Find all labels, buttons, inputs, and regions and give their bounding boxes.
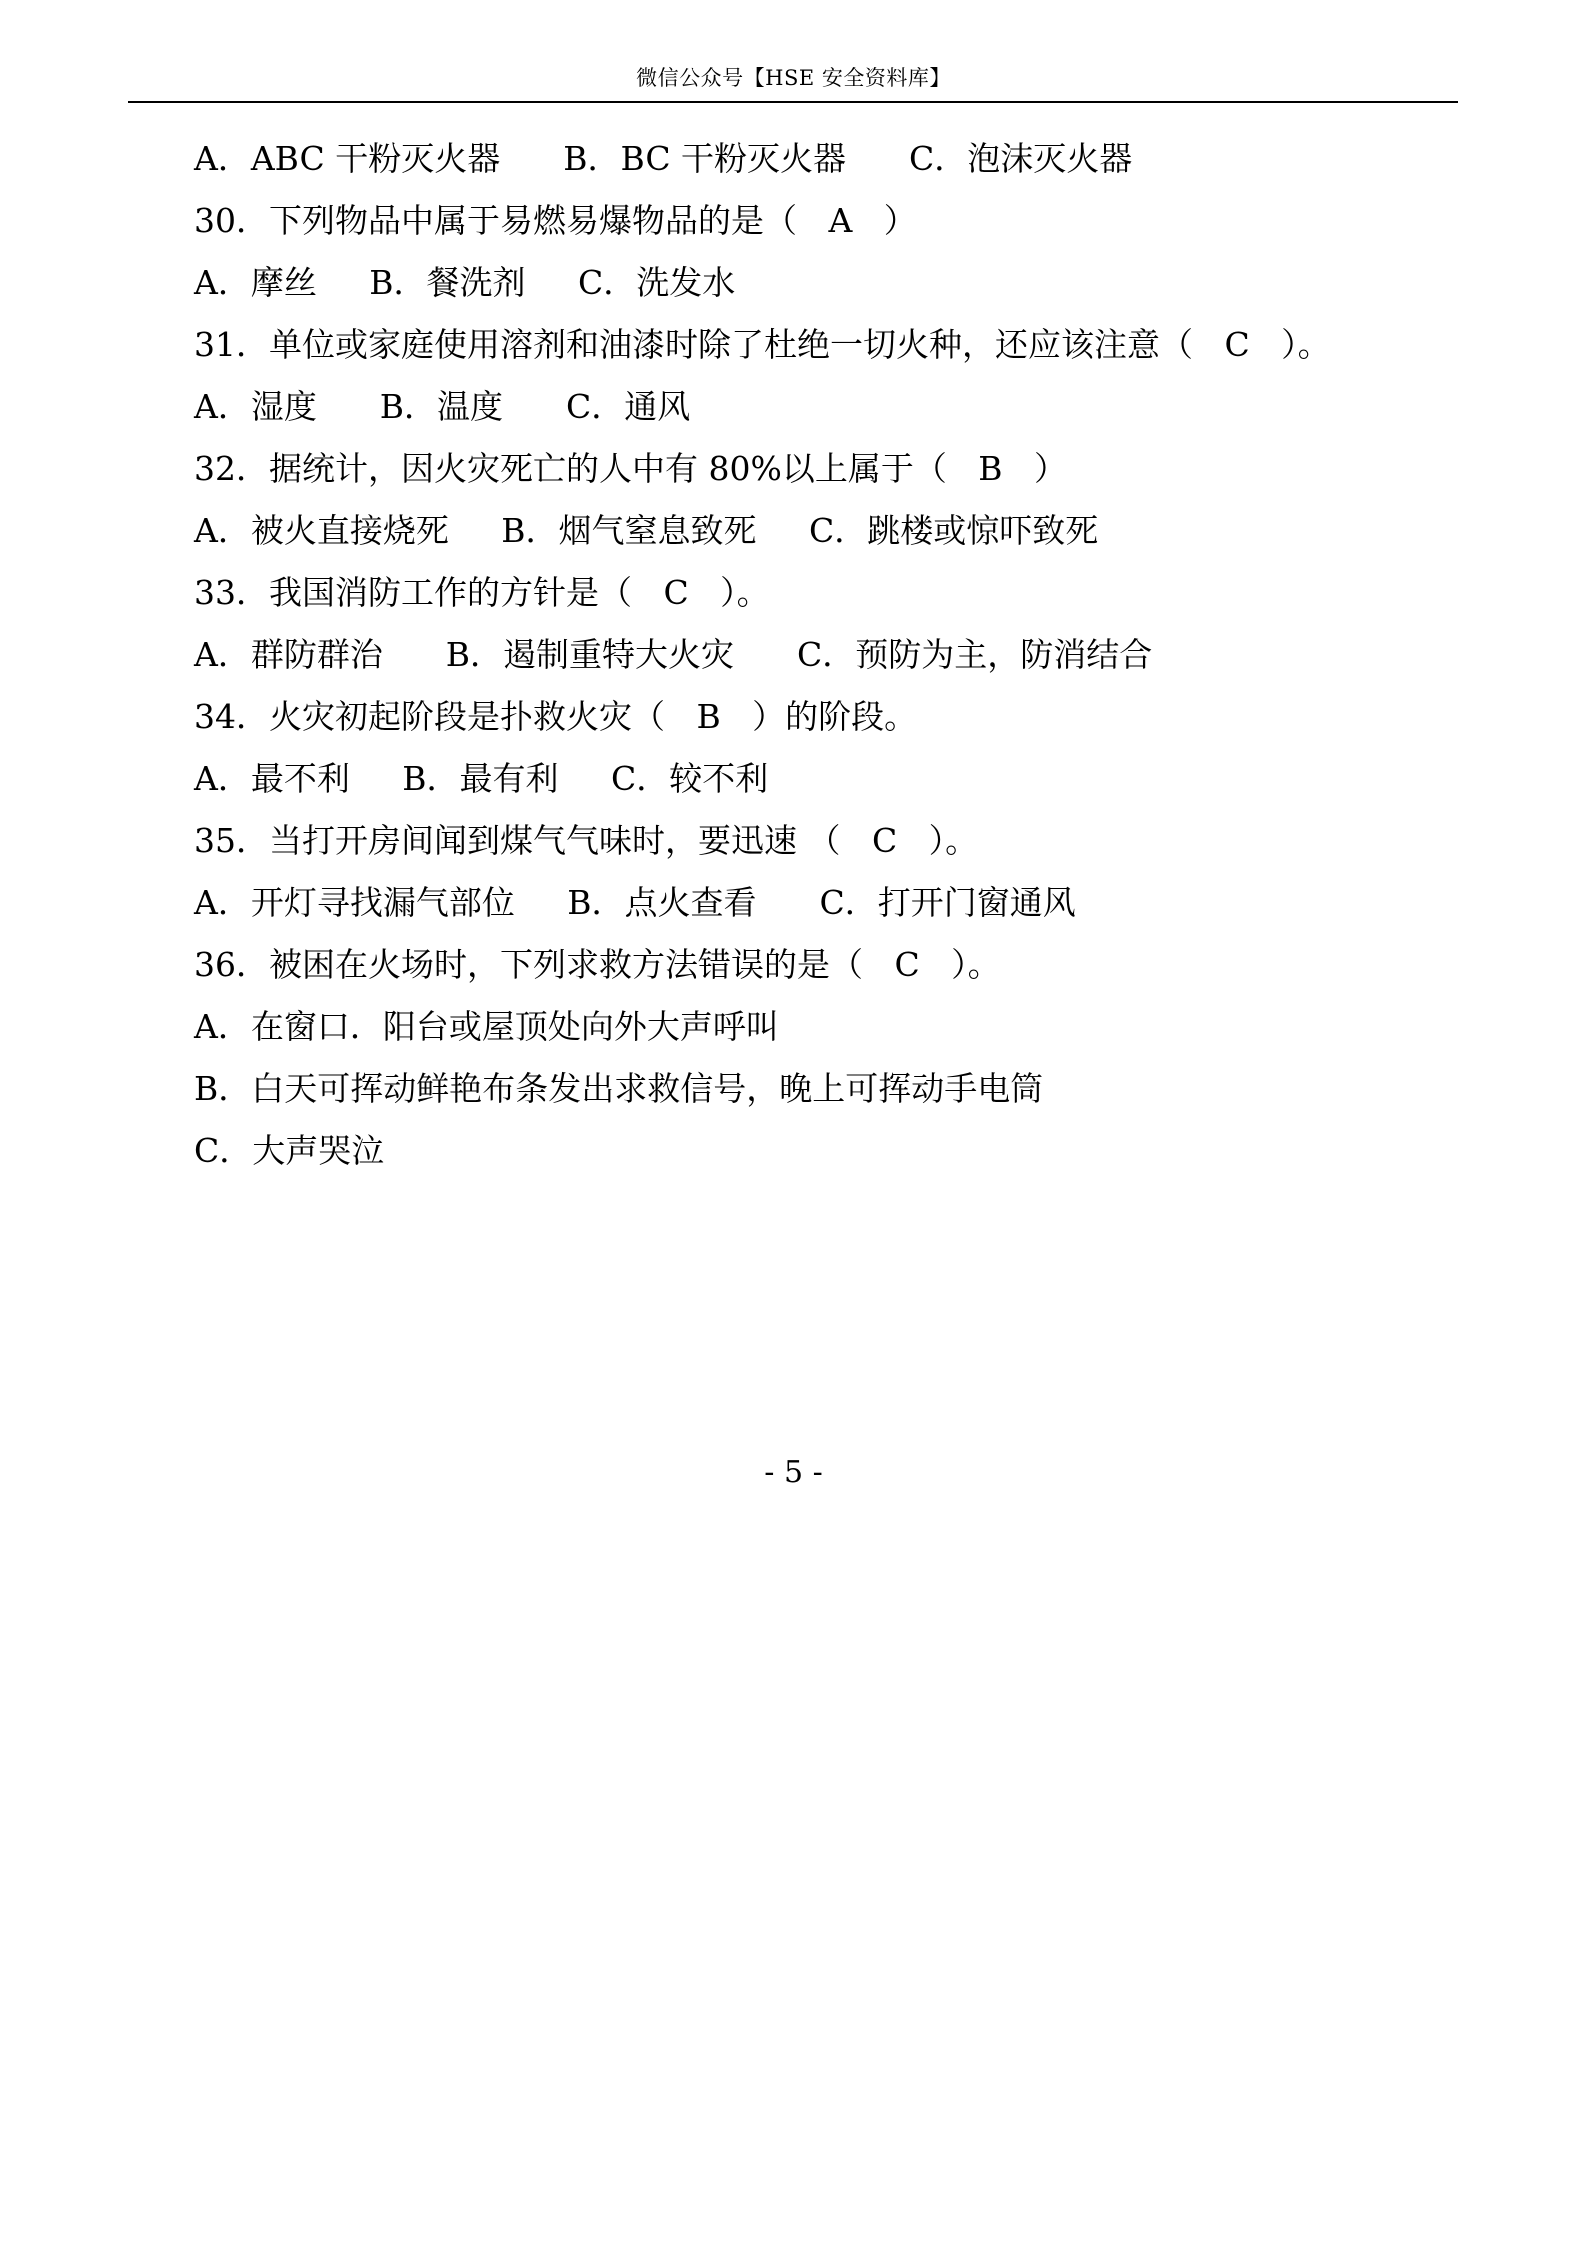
page-header-watermark: 微信公众号【HSE 安全资料库】 [636,66,951,90]
page-number: - 5 - [764,1455,823,1490]
question-block: 34．火灾初起阶段是扑救火灾（ B ）的阶段。 [194,697,918,736]
question-block: 33．我国消防工作的方针是（ C ）。 [194,573,770,612]
question-block: A．群防群治 B．遏制重特大火灾 C．预防为主，防消结合 [194,635,1153,674]
question-block: 31．单位或家庭使用溶剂和油漆时除了杜绝一切火种，还应该注意（ C ）。 [194,325,1331,364]
question-block: A．被火直接烧死 B．烟气窒息致死 C．跳楼或惊吓致死 [194,511,1099,550]
question-block: 32．据统计，因火灾死亡的人中有 80%以上属于（ B ） [194,449,1068,488]
question-block: A．在窗口．阳台或屋顶处向外大声呼叫 [194,1007,779,1046]
header-divider [128,101,1458,103]
question-block: A．开灯寻找漏气部位 B．点火查看 C．打开门窗通风 [194,883,1076,922]
question-block: 36．被困在火场时，下列求救方法错误的是（ C ）。 [194,945,1001,984]
question-block: C．大声哭泣 [194,1131,385,1170]
question-block: A．ABC 干粉灭火器 B．BC 干粉灭火器 C．泡沫灭火器 [194,139,1133,178]
question-block: B．白天可挥动鲜艳布条发出求救信号，晚上可挥动手电筒 [194,1069,1044,1108]
question-block: A．最不利 B．最有利 C．较不利 [194,759,769,798]
document-body [128,128,1463,1182]
question-block: 30．下列物品中属于易燃易爆物品的是（ A ） [194,201,917,240]
question-block: A．湿度 B．温度 C．通风 [194,387,691,426]
question-block: A．摩丝 B．餐洗剂 C．洗发水 [194,263,736,302]
question-block: 35．当打开房间闻到煤气气味时，要迅速 （ C ）。 [194,821,979,860]
